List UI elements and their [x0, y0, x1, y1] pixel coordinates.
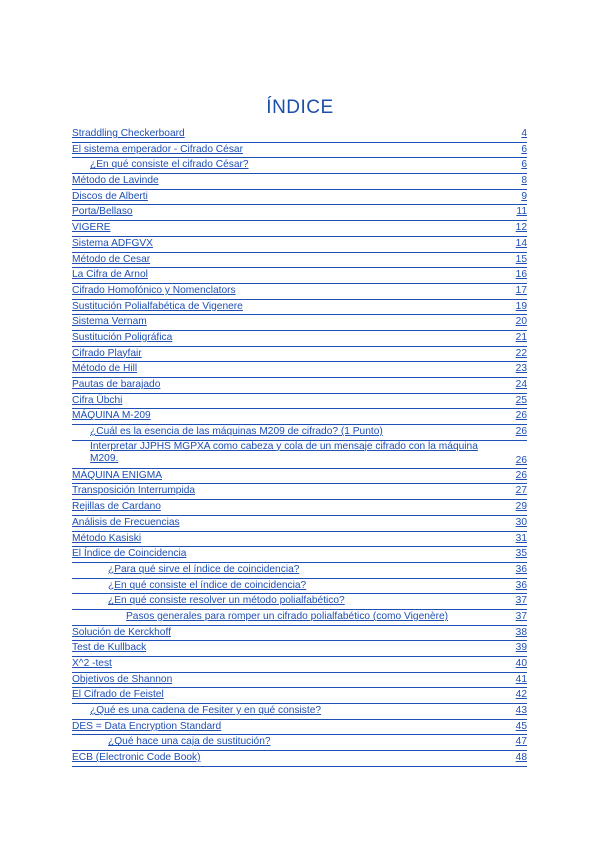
toc-entry[interactable] [72, 174, 527, 190]
toc-entry-title[interactable]: ¿En qué consiste resolver un método polialfabético? [108, 595, 345, 607]
toc-entry[interactable] [72, 237, 527, 253]
toc-entry-title[interactable]: VIGERE [72, 222, 111, 234]
toc-entry[interactable] [72, 484, 527, 500]
toc-entry-page[interactable]: 31 [515, 532, 527, 544]
toc-entry-title[interactable]: Método de Lavinde [72, 175, 159, 187]
toc-entry[interactable] [72, 469, 527, 485]
toc-entry[interactable] [72, 394, 527, 410]
toc-entry-title[interactable]: Método Kasiski [72, 532, 142, 544]
toc-entry[interactable] [72, 735, 527, 751]
toc-entry-title[interactable]: Transposición Interrumpida [72, 485, 196, 497]
toc-entry[interactable] [72, 751, 527, 767]
toc-entry-page[interactable]: 42 [515, 689, 527, 701]
toc-entry-page[interactable]: 37 [515, 595, 527, 607]
toc-entry[interactable] [72, 610, 527, 626]
toc-entry-title[interactable]: Pautas de barajado [72, 379, 161, 390]
toc-entry-page[interactable]: 26 [515, 469, 527, 481]
toc-entry-title[interactable]: Cifrado Homofónico y Nomenclators [72, 284, 236, 296]
toc-entry-page[interactable]: 8 [521, 175, 527, 187]
toc-entry[interactable] [72, 500, 527, 516]
toc-entry-title[interactable]: Straddling Checkerboard [72, 128, 185, 139]
toc-entry-page[interactable]: 20 [515, 316, 527, 328]
toc-entry[interactable] [72, 641, 527, 657]
toc-entry-page[interactable]: 41 [515, 673, 527, 685]
toc-entry-title[interactable]: ECB (Electronic Code Book) [72, 752, 201, 764]
toc-entry-title[interactable]: ¿Qué hace una caja de sustitución? [108, 736, 271, 748]
toc-entry-page[interactable]: 16 [515, 269, 527, 281]
toc-entry[interactable] [72, 253, 527, 269]
toc-entry-page[interactable]: 6 [521, 159, 527, 171]
toc-entry[interactable] [72, 409, 527, 425]
toc-entry-page[interactable]: 26 [515, 454, 527, 466]
toc-entry[interactable] [72, 657, 527, 673]
toc-entry-page[interactable]: 37 [515, 610, 527, 622]
toc-entry-title[interactable]: Rejillas de Cardano [72, 501, 161, 513]
toc-entry-title[interactable]: Pasos generales para romper un cifrado polialfabético (como Vigenère) [126, 610, 449, 622]
toc-entry-page[interactable]: 47 [515, 736, 527, 748]
toc-entry-title[interactable]: Análisis de Frecuencias [72, 516, 180, 528]
toc-entry-title[interactable]: El sistema emperador - Cifrado César [72, 143, 243, 155]
toc-entry-title[interactable]: X^2 -test [72, 658, 112, 669]
toc-entry-title[interactable]: Porta/Bellaso [72, 206, 133, 218]
toc-entry-page[interactable]: 17 [515, 284, 527, 296]
toc-entry-title[interactable]: Solución de Kerckhoff [72, 626, 171, 638]
toc-entry[interactable] [72, 347, 527, 363]
toc-entry[interactable] [72, 594, 527, 610]
toc-entry-page[interactable]: 23 [515, 363, 527, 375]
toc-entry-page[interactable]: 30 [515, 516, 527, 528]
toc-entry-title[interactable]: ¿Para qué sirve el índice de coincidencia? [108, 563, 300, 575]
toc-entry-page[interactable]: 19 [515, 300, 527, 312]
toc-entry[interactable] [72, 221, 527, 237]
toc-entry[interactable] [72, 190, 527, 206]
toc-entry[interactable] [72, 127, 527, 143]
toc-entry-title[interactable]: ¿Qué es una cadena de Fesiter y en qué consiste? [90, 705, 322, 717]
toc-entry-page[interactable]: 26 [515, 426, 527, 438]
toc-entry-page[interactable]: 29 [515, 501, 527, 513]
toc-entry-page[interactable]: 35 [515, 548, 527, 560]
toc-entry-title[interactable]: Sistema ADFGVX [72, 237, 153, 249]
toc-entry-title[interactable]: Sustitución Poligráfica [72, 331, 173, 343]
toc-entry[interactable] [72, 579, 527, 595]
toc-entry[interactable] [72, 205, 527, 221]
toc-entry-page[interactable]: 25 [515, 394, 527, 406]
toc-entry-page[interactable]: 15 [515, 253, 527, 265]
toc-entry-page[interactable]: 21 [515, 331, 527, 343]
toc-entry[interactable] [72, 425, 527, 441]
toc-entry[interactable] [72, 720, 527, 736]
toc-entry-title[interactable]: El Cifrado de Feistel [72, 689, 164, 701]
toc-entry-page[interactable]: 39 [515, 642, 527, 654]
toc-entry[interactable] [72, 143, 527, 159]
toc-entry-title[interactable]: Interpretar JJPHS MGPXA como cabeza y cola de un mensaje cifrado con la máquina M209. [90, 440, 478, 464]
toc-entry[interactable] [72, 284, 527, 300]
toc-entry[interactable] [72, 673, 527, 689]
toc-entry-page[interactable]: 22 [515, 347, 527, 359]
toc-entry-page[interactable]: 36 [515, 563, 527, 575]
toc-entry-title[interactable]: Cifra Übchi [72, 394, 123, 406]
toc-entry[interactable] [72, 532, 527, 548]
toc-entry-page[interactable]: 11 [516, 206, 527, 218]
toc-entry[interactable] [72, 362, 527, 378]
toc-entry-page[interactable]: 38 [515, 626, 527, 638]
toc-entry-title[interactable]: MÁQUINA ENIGMA [72, 469, 163, 481]
toc-entry-page[interactable]: 27 [515, 485, 527, 497]
toc-entry-title[interactable]: Discos de Alberti [72, 190, 148, 202]
toc-entry-title[interactable]: ¿En qué consiste el índice de coincidencia? [108, 579, 307, 591]
toc-entry-page[interactable]: 40 [515, 658, 527, 669]
toc-entry-title[interactable]: MÁQUINA M-209 [72, 410, 151, 422]
toc-entry-title[interactable]: Objetivos de Shannon [72, 673, 173, 685]
toc-entry-title[interactable]: Test de Kullback [72, 642, 147, 654]
toc-entry[interactable] [72, 547, 527, 563]
toc-entry-page[interactable]: 6 [521, 143, 527, 155]
toc-entry-page[interactable]: 36 [515, 579, 527, 591]
toc-entry-title[interactable]: Sustitución Polialfabética de Vigenere [72, 300, 243, 312]
toc-entry-title[interactable]: Método de Hill [72, 363, 138, 375]
toc-entry[interactable] [72, 378, 527, 394]
toc-entry[interactable] [72, 268, 527, 284]
toc-entry[interactable] [72, 626, 527, 642]
toc-entry[interactable] [72, 563, 527, 579]
toc-entry-title[interactable]: Sistema Vernam [72, 316, 147, 328]
page-title: ÍNDICE [266, 97, 334, 118]
toc-entry-title[interactable]: Método de Cesar [72, 253, 151, 265]
toc-entry-title[interactable]: Cifrado Playfair [72, 347, 142, 359]
toc-entry-page[interactable]: 9 [521, 190, 527, 202]
toc-entry-title[interactable]: ¿En qué consiste el cifrado César? [90, 159, 249, 171]
toc-entry-page[interactable]: 43 [515, 705, 527, 717]
toc-entry-page[interactable]: 45 [515, 720, 527, 732]
toc-entry-title[interactable]: ¿Cuál es la esencia de las máquinas M209 de cifrado? (1 Punto) [90, 426, 383, 438]
toc-entry-title[interactable]: El Índice de Coincidencia [72, 548, 187, 560]
toc-entry[interactable] [72, 441, 527, 469]
toc-entry-title[interactable]: La Cifra de Arnol [72, 269, 148, 281]
toc-entry[interactable] [72, 516, 527, 532]
toc-entry-page[interactable]: 24 [515, 379, 527, 390]
toc-entry-page[interactable]: 12 [515, 222, 527, 234]
toc-entry-page[interactable]: 26 [515, 410, 527, 422]
toc-entry[interactable] [72, 300, 527, 316]
toc-entry[interactable] [72, 158, 527, 174]
toc-entry-page[interactable]: 4 [521, 128, 527, 139]
table-of-contents [72, 127, 527, 767]
toc-entry[interactable] [72, 688, 527, 704]
toc-entry-page[interactable]: 48 [515, 752, 527, 764]
toc-entry[interactable] [72, 331, 527, 347]
toc-entry[interactable] [72, 704, 527, 720]
toc-entry-title[interactable]: DES = Data Encryption Standard [72, 720, 222, 732]
toc-entry-page[interactable]: 14 [515, 237, 527, 249]
toc-entry[interactable] [72, 315, 527, 331]
